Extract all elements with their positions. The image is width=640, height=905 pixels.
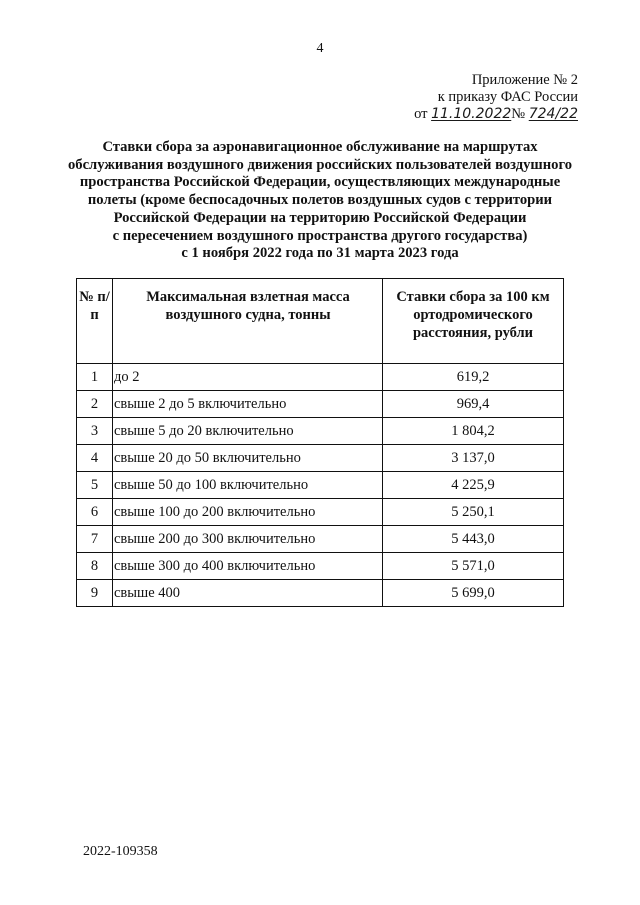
row-num: 7 — [77, 526, 113, 553]
document-title — [60, 139, 580, 263]
row-rate: 5 443,0 — [383, 526, 564, 553]
number-prefix: № — [511, 106, 526, 122]
row-num: 5 — [77, 472, 113, 499]
title-line: обслуживания воздушного движения российских пользователей воздушного — [67, 156, 573, 173]
document-registration-code: 2022-109358 — [83, 844, 158, 859]
row-rate: 5 571,0 — [383, 553, 564, 580]
title-line: с пересечением воздушного пространства другого государства) — [112, 227, 528, 244]
row-mass: свыше 300 до 400 включительно — [113, 553, 383, 580]
row-mass: свыше 100 до 200 включительно — [113, 499, 383, 526]
title-line: пространства Российской Федерации, осуществляющих международные — [79, 174, 561, 191]
table-row — [77, 472, 564, 499]
rates-table — [76, 278, 564, 607]
title-line: с 1 ноября 2022 года по 31 марта 2023 года — [181, 245, 459, 262]
row-rate: 969,4 — [383, 391, 564, 418]
row-num: 6 — [77, 499, 113, 526]
header-mass: Максимальная взлетная масса воздушного судна, тонны — [113, 279, 383, 364]
row-rate: 4 225,9 — [383, 472, 564, 499]
table-row — [77, 445, 564, 472]
appendix-header — [358, 72, 578, 123]
row-rate: 3 137,0 — [383, 445, 564, 472]
header-num: № п/п — [77, 279, 113, 364]
row-mass: свыше 200 до 300 включительно — [113, 526, 383, 553]
table-row — [77, 526, 564, 553]
table-row — [77, 499, 564, 526]
row-num: 3 — [77, 418, 113, 445]
table-row — [77, 418, 564, 445]
title-line: Российской Федерации на территорию Российской Федерации — [113, 209, 527, 226]
table-row — [77, 553, 564, 580]
row-mass: свыше 50 до 100 включительно — [113, 472, 383, 499]
row-num: 1 — [77, 364, 113, 391]
title-line: полеты (кроме беспосадочных полетов воздушных судов с территории — [87, 192, 553, 209]
row-mass: свыше 2 до 5 включительно — [113, 391, 383, 418]
row-mass: свыше 400 — [113, 580, 383, 607]
row-mass: свыше 20 до 50 включительно — [113, 445, 383, 472]
table-row — [77, 391, 564, 418]
row-mass: свыше 5 до 20 включительно — [113, 418, 383, 445]
appendix-date-number-line — [358, 106, 578, 123]
row-mass: до 2 — [113, 364, 383, 391]
table-row — [77, 580, 564, 607]
title-line: Ставки сбора за аэронавигационное обслуживание на маршрутах — [102, 139, 538, 155]
handwritten-date: 11.10.2022 — [431, 106, 512, 122]
table-row — [77, 364, 564, 391]
row-rate: 5 699,0 — [383, 580, 564, 607]
row-rate: 5 250,1 — [383, 499, 564, 526]
row-rate: 619,2 — [383, 364, 564, 391]
row-num: 4 — [77, 445, 113, 472]
row-rate: 1 804,2 — [383, 418, 564, 445]
table-header-row — [77, 279, 564, 364]
row-num: 2 — [77, 391, 113, 418]
page-number: 4 — [316, 41, 324, 56]
row-num: 9 — [77, 580, 113, 607]
appendix-order-ref: к приказу ФАС России — [437, 89, 578, 105]
header-rate: Ставки сбора за 100 км ортодромического расстояния, рубли — [383, 279, 564, 364]
handwritten-order-number: 724/22 — [528, 106, 578, 122]
date-prefix: от — [414, 106, 428, 122]
appendix-title: Приложение № 2 — [471, 72, 578, 88]
row-num: 8 — [77, 553, 113, 580]
